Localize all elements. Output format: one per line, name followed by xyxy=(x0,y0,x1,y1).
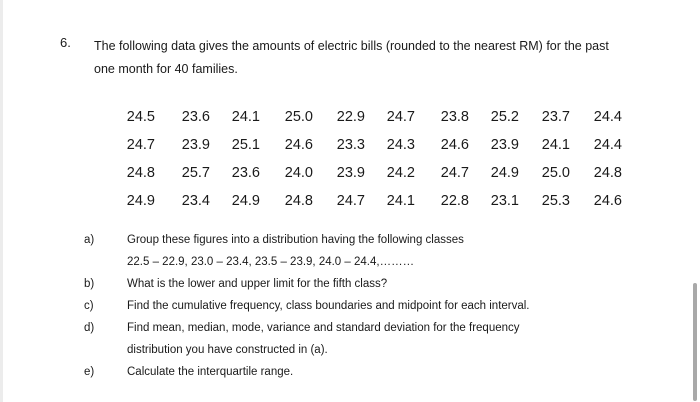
table-cell: 24.6 xyxy=(593,193,622,209)
table-cell: 24.8 xyxy=(593,165,622,181)
left-edge xyxy=(0,0,3,402)
table-cell: 25.0 xyxy=(541,165,570,181)
sub-question xyxy=(84,295,644,317)
table-cell: 24.7 xyxy=(440,165,469,181)
table-cell: 24.8 xyxy=(126,165,155,181)
table-cell: 23.8 xyxy=(440,109,469,125)
table-cell: 23.9 xyxy=(181,137,210,153)
table-cell: 23.1 xyxy=(490,193,519,209)
table-cell: 22.9 xyxy=(336,109,365,125)
sub-question-text: Group these figures into a distribution having the following classes xyxy=(127,234,464,246)
table-cell: 23.6 xyxy=(181,109,210,125)
question-number: 6. xyxy=(60,35,71,50)
sub-question xyxy=(84,273,644,295)
sub-question-label: b) xyxy=(84,278,95,290)
table-cell: 22.8 xyxy=(440,193,469,209)
sub-question-text: Find mean, median, mode, variance and standard deviation for the frequency xyxy=(127,322,520,334)
table-cell: 25.2 xyxy=(490,109,519,125)
table-cell: 24.2 xyxy=(386,165,415,181)
table-cell: 25.1 xyxy=(231,137,260,153)
table-cell: 24.9 xyxy=(490,165,519,181)
scrollbar[interactable] xyxy=(690,0,700,402)
table-cell: 24.1 xyxy=(541,137,570,153)
sub-question-text: distribution you have constructed in (a). xyxy=(127,344,328,356)
table-cell: 24.4 xyxy=(593,137,622,153)
scrollbar-thumb[interactable] xyxy=(693,283,697,401)
table-cell: 24.1 xyxy=(386,193,415,209)
sub-question-label: a) xyxy=(84,234,95,246)
table-row xyxy=(110,131,622,159)
table-cell: 24.6 xyxy=(284,137,313,153)
table-row xyxy=(110,187,622,215)
table-cell: 24.4 xyxy=(593,109,622,125)
table-row xyxy=(110,103,622,131)
sub-question-label: e) xyxy=(84,366,95,378)
table-cell: 24.0 xyxy=(284,165,313,181)
table-cell: 24.6 xyxy=(440,137,469,153)
table-cell: 24.5 xyxy=(126,109,155,125)
table-cell: 25.7 xyxy=(181,165,210,181)
table-cell: 25.3 xyxy=(541,193,570,209)
sub-question xyxy=(84,317,644,361)
table-cell: 24.7 xyxy=(386,109,415,125)
table-cell: 24.8 xyxy=(284,193,313,209)
data-table xyxy=(110,103,622,215)
table-cell: 24.9 xyxy=(231,193,260,209)
sub-question-text: What is the lower and upper limit for the fifth class? xyxy=(127,278,388,290)
table-cell: 23.9 xyxy=(490,137,519,153)
table-cell: 24.3 xyxy=(386,137,415,153)
table-cell: 23.3 xyxy=(336,137,365,153)
table-cell: 25.0 xyxy=(284,109,313,125)
table-cell: 23.9 xyxy=(336,165,365,181)
table-cell: 23.7 xyxy=(541,109,570,125)
table-row xyxy=(110,159,622,187)
sub-question-label: c) xyxy=(84,300,94,312)
table-cell: 23.4 xyxy=(181,193,210,209)
sub-question xyxy=(84,361,644,383)
sub-question-text: 22.5 – 22.9, 23.0 – 23.4, 23.5 – 23.9, 24.0 – 24.4,……… xyxy=(127,256,415,268)
table-cell: 24.7 xyxy=(126,137,155,153)
sub-question-text: Find the cumulative frequency, class boundaries and midpoint for each interval. xyxy=(127,300,530,312)
sub-question-text: Calculate the interquartile range. xyxy=(127,366,294,378)
table-cell: 24.1 xyxy=(231,109,260,125)
sub-questions xyxy=(84,229,644,383)
question-intro: The following data gives the amounts of electric bills (rounded to the nearest RM) for the past one month for 40 families. xyxy=(94,39,609,76)
sub-question-label: d) xyxy=(84,322,95,334)
table-cell: 24.7 xyxy=(336,193,365,209)
table-cell: 23.6 xyxy=(231,165,260,181)
sub-question xyxy=(84,229,644,273)
table-cell: 24.9 xyxy=(126,193,155,209)
